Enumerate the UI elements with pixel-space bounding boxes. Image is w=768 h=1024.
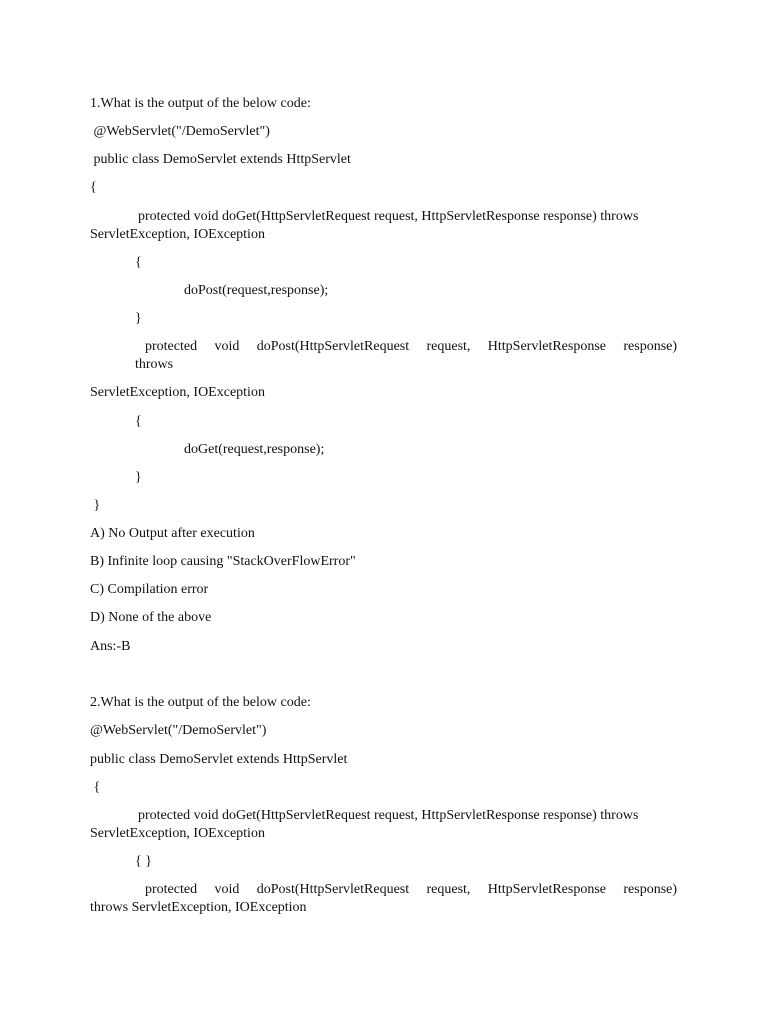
- q1-dopost-close-brace: }: [135, 470, 142, 485]
- code-word: HttpServletResponse: [487, 882, 607, 897]
- q2-class-declaration: public class DemoServlet extends HttpServlet: [90, 752, 348, 767]
- code-word: request,: [426, 339, 471, 354]
- code-word: protected: [145, 339, 198, 354]
- q1-option-a: A) No Output after execution: [90, 526, 255, 541]
- q1-close-brace: }: [90, 498, 101, 513]
- code-word: doPost(HttpServletRequest: [256, 339, 410, 354]
- q1-class-declaration: public class DemoServlet extends HttpServlet: [90, 152, 351, 167]
- q1-open-brace: {: [90, 180, 97, 195]
- q1-dopost-open-brace: {: [135, 414, 142, 429]
- q1-option-c: C) Compilation error: [90, 582, 209, 597]
- q1-option-b: B) Infinite loop causing "StackOverFlowError": [90, 554, 356, 569]
- code-word: void: [214, 882, 240, 897]
- q1-answer: Ans:-B: [90, 639, 131, 654]
- code-word: response): [623, 339, 678, 354]
- code-word: doPost(HttpServletRequest: [256, 882, 410, 897]
- q1-dopost-signature-cont: ServletException, IOException: [90, 385, 265, 400]
- q1-option-d: D) None of the above: [90, 610, 212, 625]
- q1-question: 1.What is the output of the below code:: [90, 96, 311, 111]
- q2-open-brace: {: [90, 780, 101, 795]
- q2-doget-signature-cont: ServletException, IOException: [90, 826, 265, 841]
- q1-doget-signature-cont: ServletException, IOException: [90, 227, 265, 242]
- q2-dopost-signature-cont: throws ServletException, IOException: [90, 900, 307, 915]
- q1-annotation: @WebServlet("/DemoServlet"): [90, 124, 270, 139]
- q1-dopost-throws: throws: [135, 357, 174, 372]
- q2-annotation: @WebServlet("/DemoServlet"): [90, 723, 267, 738]
- q1-doget-body: doPost(request,response);: [184, 283, 329, 298]
- q1-dopost-body: doGet(request,response);: [184, 442, 325, 457]
- q2-dopost-signature: [135, 881, 677, 898]
- q1-doget-open-brace: {: [135, 255, 142, 270]
- q1-doget-close-brace: }: [135, 311, 142, 326]
- q1-doget-signature: protected void doGet(HttpServletRequest request, HttpServletResponse response) throws: [138, 209, 639, 224]
- q2-doget-signature: protected void doGet(HttpServletRequest request, HttpServletResponse response) throws: [138, 808, 639, 823]
- code-word: HttpServletResponse: [487, 339, 607, 354]
- code-word: response): [623, 882, 678, 897]
- code-word: request,: [426, 882, 471, 897]
- q2-question: 2.What is the output of the below code:: [90, 695, 311, 710]
- q2-doget-body: { }: [135, 854, 152, 869]
- code-word: void: [214, 339, 240, 354]
- code-word: protected: [145, 882, 198, 897]
- q1-dopost-signature: [135, 338, 677, 355]
